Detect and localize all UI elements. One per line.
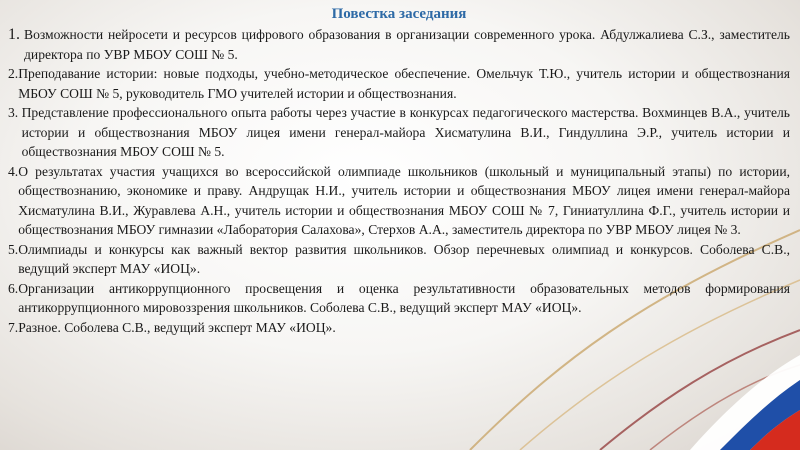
agenda-content [8, 4, 790, 337]
agenda-item-text: Преподавание истории: новые подходы, учебно-методическое обеспечение. Омельчук Т.Ю., учитель истории и обществознания МБОУ СОШ № 5, руководитель ГМО учителей истории и обществознания. [18, 66, 790, 101]
agenda-item-text: О результатах участия учащихся во всероссийской олимпиаде школьников (школьный и муниципальный этапы) по истории, обществознанию, экономике и праву. Андрущак Н.И., учитель истории и обществознания МБОУ лицея имени генерал-майора Хисматулина В.И., Журавлева А.Н., учитель истории и обществознания МБОУ СОШ № 7, Гиниатуллина Ф.Г., учитель истории и обществознания МБОУ гимназии «Лаборатория Салахова», Стерхов А.А., заместитель директора по УВР МБОУ лицея № 3. [18, 163, 790, 237]
agenda-item-number: 5. [8, 241, 19, 257]
agenda-item-number: 6. [8, 280, 19, 296]
agenda-item-4 [8, 162, 790, 240]
page-title: Повестка заседания [331, 6, 467, 22]
agenda-item-number: 7. [8, 319, 19, 335]
agenda-item-1 [8, 25, 790, 64]
agenda-item-6 [8, 279, 790, 318]
agenda-item-text: Представление профессионального опыта работы через участие в конкурсах педагогического мастерства. Вохминцев В.А., учитель истории и обществознания МБОУ лицея имени генерал-майора Хисматулина В.И., Гиндуллина Э.Р., учитель истории и обществознания МБОУ СОШ № 5. [21, 105, 790, 159]
agenda-item-number: 4. [8, 163, 19, 179]
agenda-item-text: Разное. Соболева С.В., ведущий эксперт МАУ «ИОЦ». [18, 319, 336, 335]
agenda-item-number: 2. [8, 66, 19, 81]
agenda-item-3 [8, 103, 790, 162]
agenda-item-text: Организации антикоррупционного просвещения и оценка результативности образовательных методов формирования антикоррупционного мировоззрения школьников. Соболева С.В., ведущий эксперт МАУ «ИОЦ». [18, 280, 790, 315]
agenda-item-text: Олимпиады и конкурсы как важный вектор развития школьников. Обзор перечневых олимпиад и конкурсов. Соболева С.В., ведущий эксперт МАУ «ИОЦ». [18, 241, 790, 276]
agenda-item-7 [8, 318, 790, 338]
agenda-item-text: Возможности нейросети и ресурсов цифрового образования в организации современного урока. Абдулжалиева С.З., заместитель директора по УВР МБОУ СОШ № 5. [24, 27, 790, 62]
agenda-item-number: 3. [8, 105, 22, 120]
agenda-item-2 [8, 64, 790, 103]
agenda-item-number: 1. [8, 26, 24, 43]
agenda-item-5 [8, 240, 790, 279]
agenda-list [8, 25, 790, 337]
